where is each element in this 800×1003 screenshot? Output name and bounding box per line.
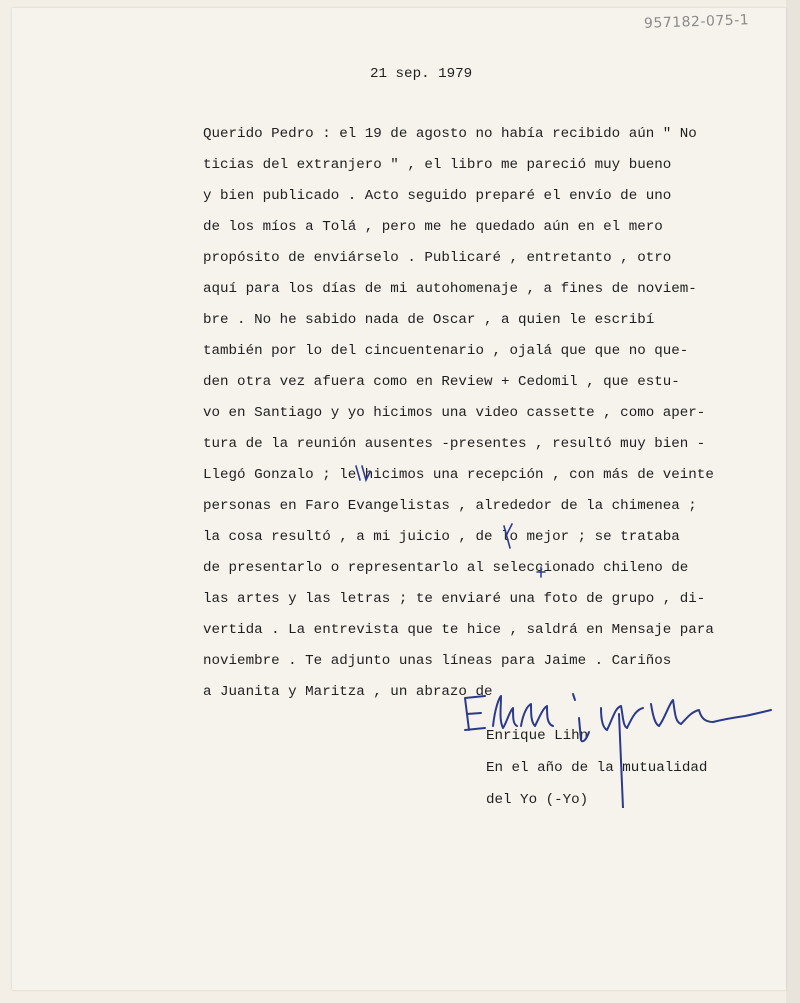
letter-line: la cosa resultó , a mi juicio , de lo mejor ; se trataba xyxy=(203,529,680,545)
letter-line: den otra vez afuera como en Review + Cedomil , que estu- xyxy=(203,374,680,390)
letter-line: vo en Santiago y yo hicimos una video cassette , como aper- xyxy=(203,405,706,421)
page-edge-shadow xyxy=(786,0,800,1003)
letter-line: Llegó Gonzalo ; le hicimos una recepción , con más de veinte xyxy=(203,467,714,483)
letter-line: de los míos a Tolá , pero me he quedado aún en el mero xyxy=(203,219,663,235)
handwritten-signature xyxy=(455,678,775,808)
letter-line: vertida . La entrevista que te hice , saldrá en Mensaje para xyxy=(203,622,714,638)
letter-line: bre . No he sabido nada de Oscar , a quien le escribí xyxy=(203,312,655,328)
signature-line: En el año de la mutualidad xyxy=(486,760,708,776)
letter-line: las artes y las letras ; te enviaré una foto de grupo , di- xyxy=(203,591,706,607)
plus-mark xyxy=(536,566,546,578)
correction-mark-1 xyxy=(352,462,374,484)
letter-line: tura de la reunión ausentes -presentes , resultó muy bien - xyxy=(203,436,706,452)
letter-line: personas en Faro Evangelistas , alrededor de la chimenea ; xyxy=(203,498,697,514)
letter-line: propósito de enviárselo . Publicaré , entretanto , otro xyxy=(203,250,672,266)
letter-line: ticias del extranjero " , el libro me pareció muy bueno xyxy=(203,157,672,173)
signature-line: Enrique Lihn xyxy=(486,728,589,744)
letter-line: noviembre . Te adjunto unas líneas para Jaime . Cariños xyxy=(203,653,672,669)
letter-line: de presentarlo o representarlo al seleccionado chileno de xyxy=(203,560,689,576)
letter-line: a Juanita y Maritza , un abrazo de xyxy=(203,684,493,700)
letter-line: aquí para los días de mi autohomenaje , a fines de noviem- xyxy=(203,281,697,297)
letter-date: 21 sep. 1979 xyxy=(370,66,473,82)
correction-mark-2 xyxy=(500,522,516,552)
letter-line: Querido Pedro : el 19 de agosto no había recibido aún " No xyxy=(203,126,697,142)
signature-line: del Yo (-Yo) xyxy=(486,792,589,808)
letter-line: y bien publicado . Acto seguido preparé el envío de uno xyxy=(203,188,672,204)
letter-line: también por lo del cincuentenario , ojalá que que no que- xyxy=(203,343,689,359)
archive-code: 957182-075-1 xyxy=(643,12,750,32)
